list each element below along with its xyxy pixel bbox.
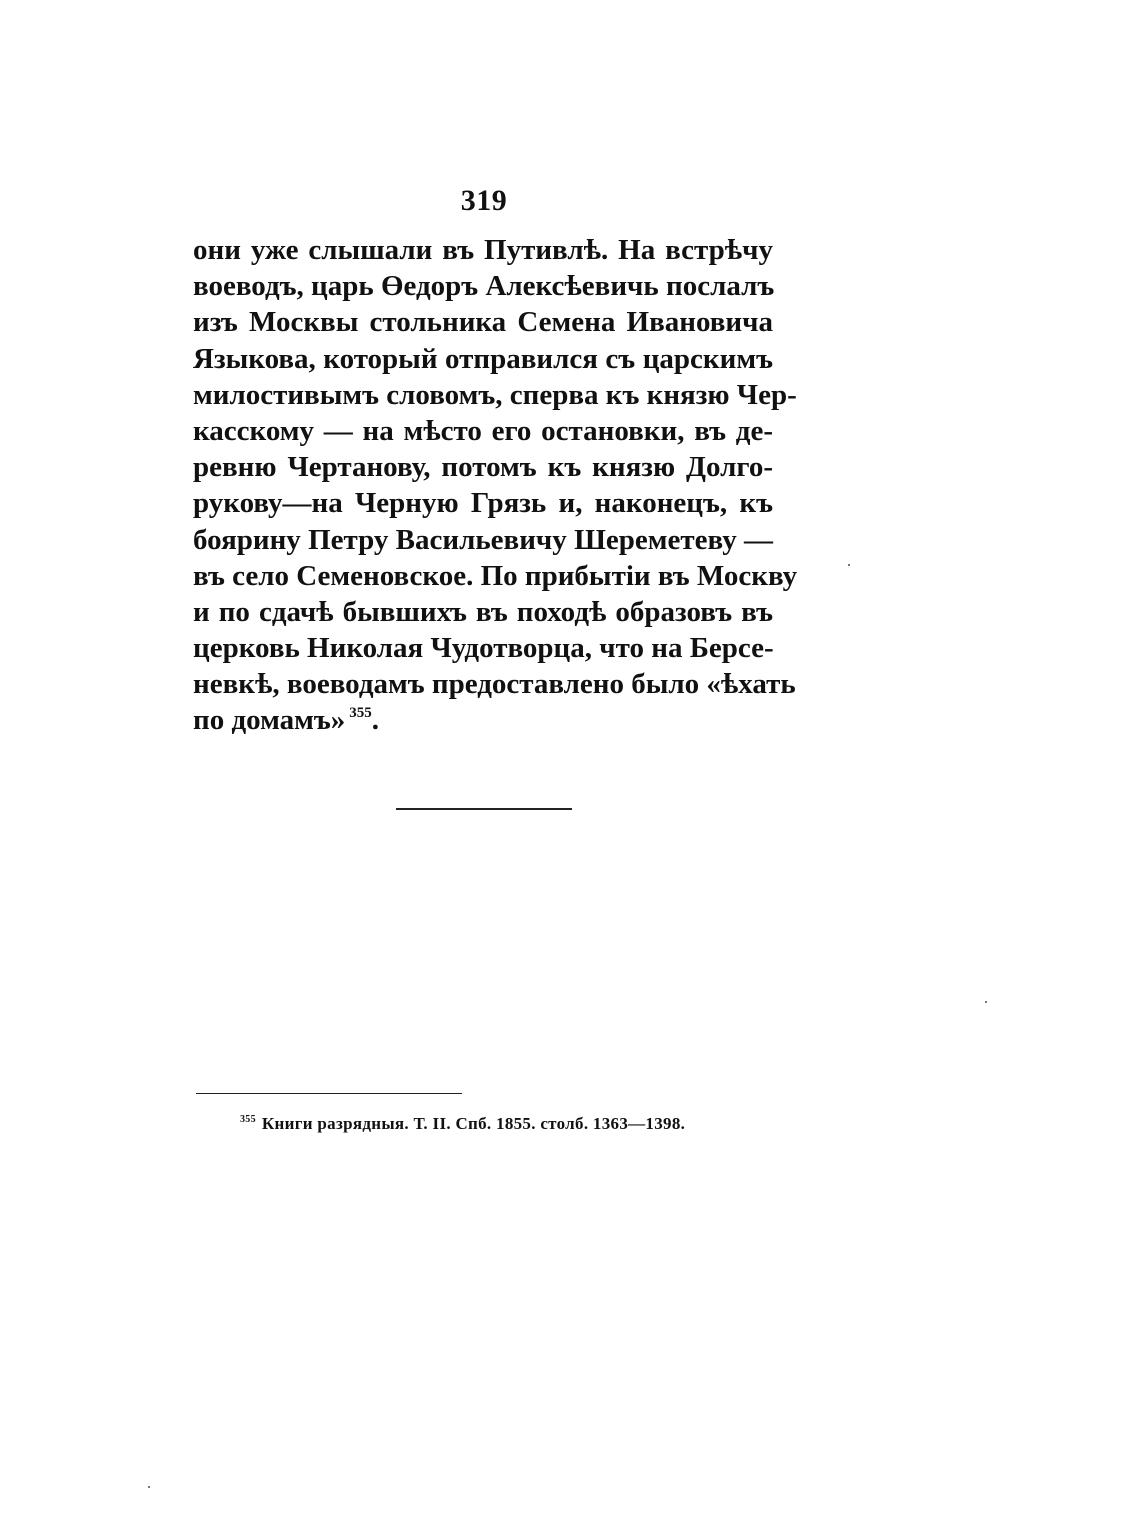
scan-speck [848,564,850,566]
text-line-7: ревню Чертанову, потомъ къ князю Долго- [193,451,773,484]
text-line-2: воеводъ, царь Өедоръ Алексѣевичь послалъ [193,270,775,303]
footnote-separator [196,1093,462,1094]
text-line-10: въ село Семеновское. По прибытіи въ Москву [193,559,798,592]
page-number: 319 [460,184,508,217]
footnote [240,1114,685,1134]
text-line-11: и по сдачѣ бывшихъ въ походѣ образовъ въ [193,595,773,628]
text-line-5: милостивымъ словомъ, сперва къ князю Чер- [193,378,797,411]
text-line-8: рукову—на Черную Грязь и, наконецъ, къ [193,487,773,520]
last-line-text: по домамъ» [193,704,346,737]
text-line-9: боярину Петру Васильевичу Шереметеву — [193,523,773,556]
last-line-period: . [371,704,380,737]
text-line-4: Языкова, который отправился съ царскимъ [193,342,773,375]
text-line-3: изъ Москвы стольника Семена Ивановича [193,306,773,339]
scan-speck [148,1486,150,1488]
body-text [193,232,798,739]
footnote-text: Книги разрядныя. Т. II. Спб. 1855. столб. 1363—1398. [261,1114,686,1133]
scan-speck [985,1001,987,1003]
footnote-marker: 355 [240,1114,256,1125]
text-line-14 [193,702,773,738]
section-end-rule [396,808,572,810]
text-line-6: касскому — на мѣсто его остановки, въ де- [193,414,773,447]
text-line-1: они уже слышали въ Путивлѣ. На встрѣчу [193,234,773,266]
footnote-reference[interactable]: 355 [349,705,372,722]
text-line-12: церковь Николая Чудотворца, что на Берсе- [193,632,774,665]
text-line-13: невкѣ, воеводамъ предоставлено было «ѣхать [193,668,796,701]
